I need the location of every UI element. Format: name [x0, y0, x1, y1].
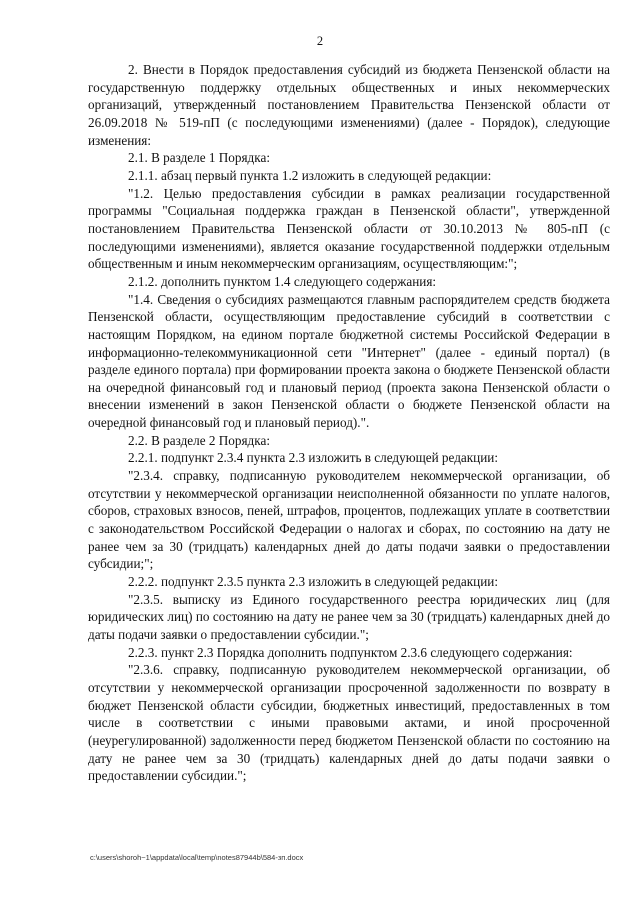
quote-2-3-5: "2.3.5. выписку из Единого государственного реестра юридических лиц (для юридических лиц) по состоянию на дату не ранее чем за 30 (тридцать) календарных дней до даты подачи заявки о предоставлении субсидии."; [88, 591, 610, 642]
page-number: 2 [316, 34, 324, 48]
document-body [88, 61, 610, 785]
quote-1-4: "1.4. Сведения о субсидиях размещаются главным распорядителем средств бюджета Пензенской области, осуществляющим предоставление субсидий в соответствии с настоящим Порядком, на едином портале бюджетной системы Российской Федерации в информационно-телекоммуникационной сети "Интернет" (далее - единый портал) (в разделе единого портала) при формировании проекта закона о бюджете Пензенской области на очередной финансовый год и плановый период (проекта закона Пензенской области о внесении изменений в закон Пензенской области о бюджете Пензенской области на очередной финансовый год и плановый период).". [88, 291, 610, 431]
paragraph-2: 2. Внести в Порядок предоставления субсидий из бюджета Пензенской области на государственную поддержку отдельных общественных и иных некоммерческих организаций, утвержденный постановлением Правительства Пензенской области от 26.09.2018 № 519-пП (с последующими изменениями) (далее - Порядок), следующие изменения: [88, 62, 610, 148]
paragraph-2-1-1: 2.1.1. абзац первый пункта 1.2 изложить в следующей редакции: [128, 167, 492, 183]
quote-2-3-6: "2.3.6. справку, подписанную руководителем некоммерческой организации, об отсутствии у некоммерческой организации просроченной задолженности по возврату в бюджет Пензенской области субсидии, бюджетных инвестиций, предоставленных в том числе в соответствии с иными правовыми актами, и иной просроченной (неурегулированной) задолженности перед бюджетом Пензенской области по состоянию на дату не ранее чем за 30 (тридцать) календарных дней до даты подачи заявки о предоставлении субсидии."; [88, 662, 610, 784]
paragraph-2-2-1: 2.2.1. подпункт 2.3.4 пункта 2.3 изложить в следующей редакции: [128, 450, 499, 466]
paragraph-2-1: 2.1. В разделе 1 Порядка: [128, 150, 270, 166]
quote-1-2: "1.2. Целью предоставления субсидии в рамках реализации государственной программы "Социальная поддержка граждан в Пензенской области", утвержденной постановлением Правительства Пензенской области от 30.10.2013 № 805-пП (с последующими изменениями), является оказание государственной поддержки отдельным общественным и иным некоммерческим организациям, осуществляющим:"; [88, 185, 610, 272]
file-path-footer: c:\users\shoroh~1\appdata\local\temp\notes87944b\584-зп.docx [90, 853, 304, 862]
paragraph-2-1-2: 2.1.2. дополнить пунктом 1.4 следующего содержания: [128, 273, 437, 289]
paragraph-2-2-2: 2.2.2. подпункт 2.3.5 пункта 2.3 изложить в следующей редакции: [128, 574, 499, 590]
quote-2-3-4: "2.3.4. справку, подписанную руководителем некоммерческой организации, об отсутствии у некоммерческой организации неисполненной обязанности по уплате налогов, сборов, страховых взносов, пеней, штрафов, процентов, подлежащих уплате в соответствии с законодательством Российской Федерации о налогах и сборах, по состоянию на дату не ранее чем за 30 (тридцать) календарных дней до даты подачи заявки о предоставлении субсидии;"; [88, 468, 610, 572]
paragraph-2-2: 2.2. В разделе 2 Порядка: [128, 432, 270, 448]
paragraph-2-2-3: 2.2.3. пункт 2.3 Порядка дополнить подпунктом 2.3.6 следующего содержания: [128, 644, 573, 660]
